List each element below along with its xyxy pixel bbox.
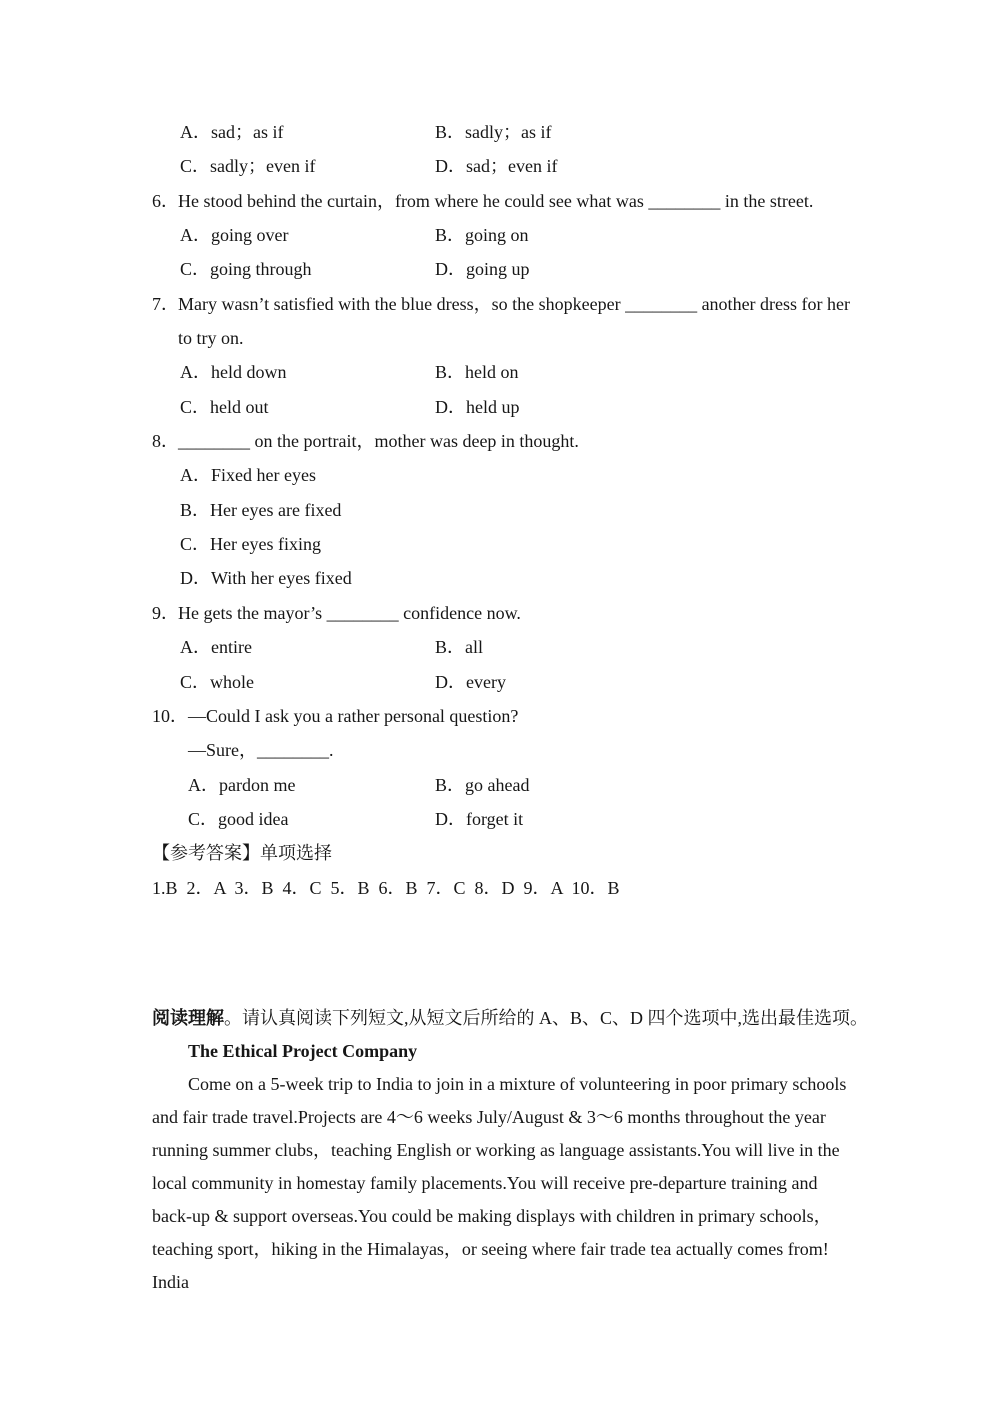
option-row — [152, 768, 912, 802]
question-row — [152, 596, 912, 630]
option-row — [152, 355, 912, 389]
option-b: B．held on — [435, 362, 519, 383]
option-b: B．sadly；as if — [435, 122, 552, 142]
passage-line: and fair trade travel.Projects are 4～6 weeks July/August & 3～6 months throughout the year — [152, 1106, 826, 1127]
question-number: 10． — [152, 705, 188, 726]
passage-title: The Ethical Project Company — [188, 1040, 418, 1061]
reading-instruction-lead: 阅读理解 — [152, 1007, 224, 1028]
option-b: B．go ahead — [435, 774, 530, 795]
question-number: 9． — [152, 602, 179, 623]
option-row — [152, 630, 912, 664]
option-a: A．pardon me — [188, 774, 296, 795]
option-d: D．every — [435, 671, 506, 692]
document-content — [152, 115, 912, 1299]
option-c: C．sadly；even if — [180, 156, 316, 177]
option-d: D．held up — [435, 396, 520, 417]
question-stem: ________ on the portrait，mother was deep in thought. — [178, 431, 579, 452]
option-c: C．good idea — [188, 808, 289, 829]
option-b: B．going on — [435, 225, 529, 246]
option-row — [152, 665, 912, 699]
question-stem-continuation: —Sure，________. — [188, 740, 334, 761]
passage-line: teaching sport，hiking in the Himalayas，or seeing where fair trade tea actually comes from! — [152, 1238, 829, 1259]
single-choice-section — [152, 115, 912, 905]
answer-key-header: 【参考答案】单项选择 — [152, 843, 332, 864]
reading-instruction — [152, 1002, 912, 1035]
passage-line: India — [152, 1271, 189, 1292]
option-row — [152, 218, 912, 252]
option-b: B．all — [435, 637, 483, 658]
question-stem: —Could I ask you a rather personal question? — [188, 705, 519, 726]
passage-line: running summer clubs，teaching English or working as language assistants.You will live in the — [152, 1139, 840, 1160]
passage-line: Come on a 5-week trip to India to join in a mixture of volunteering in poor primary schools — [188, 1073, 847, 1094]
option-c: C．held out — [180, 396, 269, 417]
passage-line: local community in homestay family placements.You will receive pre-departure training and — [152, 1172, 818, 1193]
reading-comprehension-section — [152, 1002, 912, 1299]
question-stem: Mary wasn’t satisfied with the blue dress，so the shopkeeper ________ another dress for her — [178, 293, 851, 314]
question-stem-continuation: to try on. — [178, 328, 244, 349]
question-number: 6． — [152, 190, 179, 211]
option-d: D．With her eyes fixed — [180, 568, 352, 589]
option-row — [152, 252, 912, 286]
question-number: 8． — [152, 431, 179, 452]
option-a: A．going over — [180, 225, 289, 246]
question-row — [152, 287, 912, 321]
option-c: C．going through — [180, 259, 312, 280]
option-c: C．whole — [180, 671, 254, 692]
question-row — [152, 424, 912, 458]
option-d: D．sad；even if — [435, 156, 558, 177]
section-gap — [152, 905, 912, 1002]
question-row — [152, 184, 912, 218]
option-a: A．Fixed her eyes — [180, 465, 316, 486]
option-c: C．Her eyes fixing — [180, 534, 321, 555]
reading-instruction-rest: 。请认真阅读下列短文,从短文后所给的 A、B、C、D 四个选项中,选出最佳选项。 — [224, 1007, 869, 1028]
option-b: B．Her eyes are fixed — [180, 499, 342, 520]
option-row — [152, 149, 912, 183]
question-stem: He stood behind the curtain，from where he could see what was ________ in the street. — [178, 190, 814, 211]
option-row — [152, 802, 912, 836]
question-stem: He gets the mayor’s ________ confidence now. — [178, 602, 521, 623]
question-row — [152, 699, 912, 733]
option-row — [152, 390, 912, 424]
question-number: 7． — [152, 293, 179, 314]
passage-line: back-up & support overseas.You could be making displays with children in primary schools， — [152, 1205, 832, 1226]
option-a: A．held down — [180, 362, 287, 383]
option-a: A．sad；as if — [180, 122, 284, 142]
option-d: D．going up — [435, 259, 530, 280]
option-d: D．forget it — [435, 808, 524, 829]
option-row — [152, 115, 912, 149]
option-a: A．entire — [180, 637, 252, 658]
answer-key-values: 1.B 2．A 3．B 4．C 5．B 6．B 7．C 8．D 9．A 10．B — [152, 877, 620, 898]
